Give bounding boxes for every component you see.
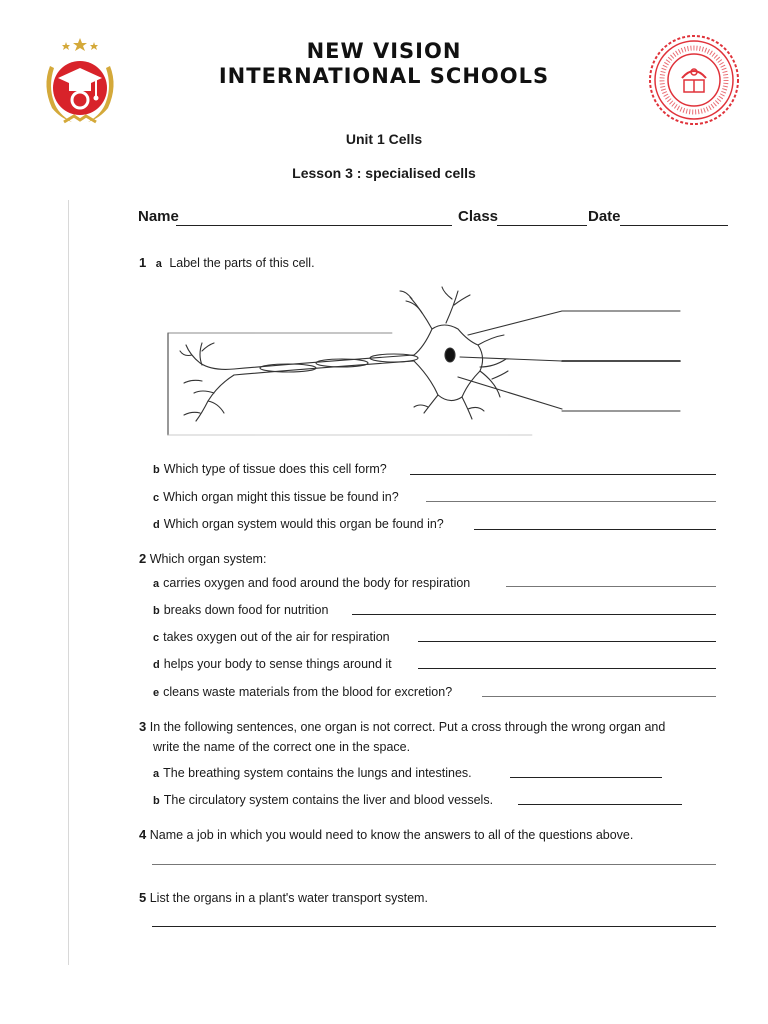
q2d-answer-line[interactable] [418,668,716,669]
date-label: Date [588,208,621,225]
nerve-cell-diagram [162,285,702,440]
q2b-row [153,603,328,617]
seal-icon [648,34,740,126]
q1b-row [153,462,387,476]
q1d-letter: d [153,519,160,531]
neuron-diagram [162,285,702,440]
school-name-line2: INTERNATIONAL SCHOOLS [218,64,550,88]
q2-row [139,551,266,566]
q4-text: Name a job in which you would need to know the answers to all of the questions above. [149,828,634,842]
class-field[interactable] [497,225,587,226]
name-field[interactable] [176,225,452,226]
name-label: Name [138,208,179,225]
q3b-letter: b [153,795,160,807]
q2a-row [153,576,470,590]
q1c-row [153,490,399,504]
q2e-row [153,685,452,699]
q5-row [139,890,428,905]
q3-line2: write the name of the correct one in the space. [153,740,411,754]
q2c-answer-line[interactable] [418,641,716,642]
q3a-text: The breathing system contains the lungs and intestines. [163,766,472,780]
q1b-answer-line[interactable] [410,474,716,475]
unit-title: Unit 1 Cells [345,131,423,147]
q2a-answer-line[interactable] [506,586,716,587]
page-margin-line [68,200,69,965]
date-field[interactable] [620,225,728,226]
q2b-letter: b [153,605,160,617]
q1d-text: Which organ system would this organ be found in? [163,517,444,531]
lesson-title: Lesson 3 : specialised cells [292,165,476,181]
school-logo [36,36,124,128]
q3b-row [153,793,493,807]
q1a-text: Label the parts of this cell. [169,256,315,270]
q2b-answer-line[interactable] [352,614,716,615]
q3a-answer-line[interactable] [510,777,662,778]
q1c-letter: c [153,492,160,504]
q5-answer-line[interactable] [152,926,716,927]
q1c-text: Which organ might this tissue be found in? [163,490,399,504]
q1d-row [153,517,444,531]
q5-text: List the organs in a plant's water transport system. [149,891,428,905]
q2c-letter: c [153,632,160,644]
q1-number: 1 [139,255,147,270]
q2c-text: takes oxygen out of the air for respiration [163,630,390,644]
class-label: Class [458,208,499,225]
q4-answer-line[interactable] [152,864,716,865]
q2b-text: breaks down food for nutrition [163,603,329,617]
q2c-row [153,630,390,644]
q1a-letter: a [155,258,162,270]
q2e-answer-line[interactable] [482,696,716,697]
q2a-letter: a [153,578,160,590]
school-name-line1: NEW VISION [306,39,462,63]
q3b-answer-line[interactable] [518,804,682,805]
q1a-row [139,255,315,270]
graduation-cap-logo-icon [36,36,124,128]
q3a-row [153,766,472,780]
q1b-letter: b [153,464,160,476]
q2e-letter: e [153,687,160,699]
q2e-text: cleans waste materials from the blood for excretion? [163,685,453,699]
q2d-letter: d [153,659,160,671]
ministry-seal [648,34,740,126]
q1b-text: Which type of tissue does this cell form? [163,462,387,476]
q3b-text: The circulatory system contains the liver and blood vessels. [163,793,494,807]
q2a-text: carries oxygen and food around the body for respiration [163,576,471,590]
q3-number: 3 [139,719,147,734]
q3a-letter: a [153,768,160,780]
q3-line1: In the following sentences, one organ is not correct. Put a cross through the wrong organ and [149,720,666,734]
q2-text: Which organ system: [149,552,267,566]
q5-number: 5 [139,890,147,905]
q3-line1-row [139,719,665,734]
q1c-answer-line[interactable] [426,501,716,502]
q2d-text: helps your body to sense things around it [163,657,392,671]
q4-number: 4 [139,827,147,842]
q2-number: 2 [139,551,147,566]
q4-row [139,827,633,842]
q2d-row [153,657,392,671]
q1d-answer-line[interactable] [474,529,716,530]
